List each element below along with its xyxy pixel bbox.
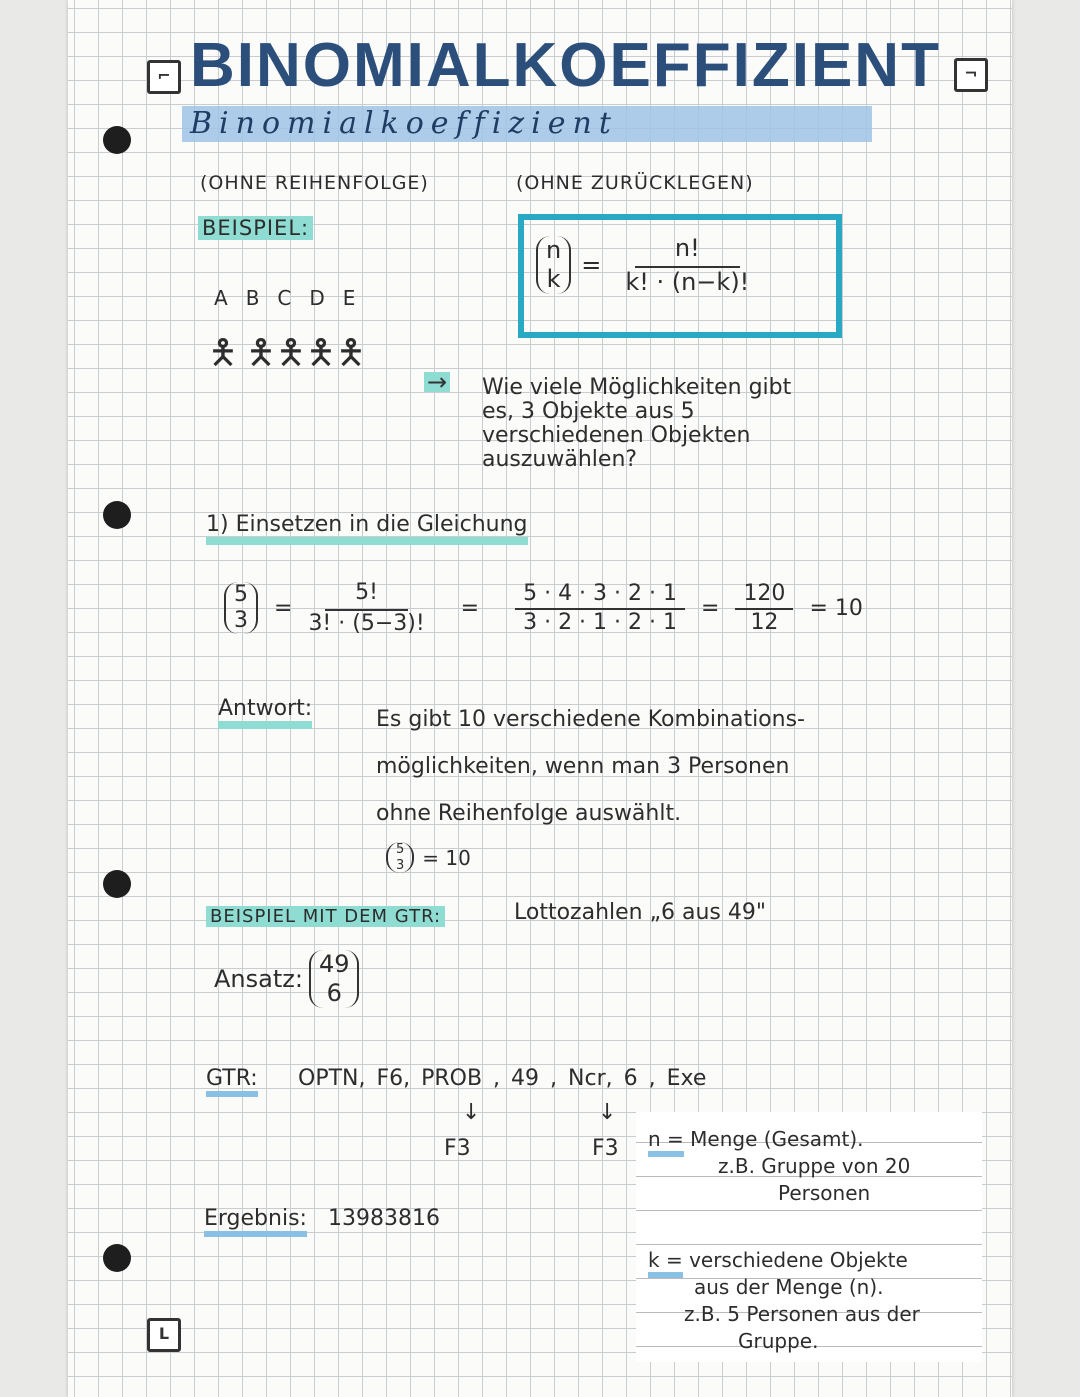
binom-bottom: 3 [396, 857, 405, 873]
question-text [482, 376, 791, 472]
n-label: n = [648, 1127, 684, 1157]
answer-binom [386, 842, 471, 873]
binom-nk [536, 236, 571, 294]
answer-line: möglichkeiten, wenn man 3 Personen [376, 754, 790, 779]
stick-figure-icon: 🯅 [306, 333, 336, 373]
gtr-label: GTR: [206, 1066, 258, 1097]
down-arrow-icon: ↓ [462, 1100, 481, 1125]
corner-mark-icon: L [147, 1318, 181, 1352]
down-arrow-icon: ↓ [598, 1100, 617, 1125]
question-line: es, 3 Objekte aus 5 [482, 399, 695, 424]
question-line: auszuwählen? [482, 447, 638, 472]
calc-den1: 3! · (5−3)! [308, 611, 425, 636]
ansatz-top: 49 [318, 950, 350, 978]
equals: = [460, 595, 480, 621]
k-label: k = [648, 1248, 683, 1278]
calculation [224, 580, 863, 636]
binom-result: = 10 [422, 845, 471, 870]
label-d: D [309, 286, 325, 310]
title-script: Binomialkoeffizient [190, 106, 618, 141]
punch-hole [103, 1244, 131, 1272]
calc-bottom: 3 [234, 608, 248, 633]
ansatz [214, 950, 359, 1008]
page-title: BINOMIALKOEFFIZIENT [190, 31, 941, 100]
stick-figure-icon: 🯅 [208, 333, 238, 373]
answer-line: Es gibt 10 verschiedene Kombinations- [376, 707, 805, 732]
punch-hole [103, 870, 131, 898]
stick-figure-icon: 🯅 [276, 333, 306, 373]
label-b: B [245, 286, 260, 310]
answer-line: ohne Reihenfolge auswählt. [376, 801, 682, 826]
result-value: 13983816 [328, 1206, 440, 1231]
corner-mark-icon: ⌐ [147, 60, 181, 94]
n-text: Menge (Gesamt). [690, 1127, 864, 1151]
answer-label: Antwort: [218, 696, 312, 729]
gtr-sub1: F3 [444, 1136, 471, 1161]
k-example: z.B. 5 Personen aus der [684, 1302, 920, 1326]
punch-hole [103, 126, 131, 154]
ansatz-label: Ansatz: [214, 964, 303, 993]
calc-num2: 5 · 4 · 3 · 2 · 1 [515, 581, 685, 610]
calc-num3: 120 [735, 581, 793, 610]
n-example: Personen [778, 1181, 871, 1205]
calc-den3: 12 [750, 610, 779, 635]
formula-equals: = [581, 251, 602, 279]
gtr-example-label: BEISPIEL MIT DEM GTR: [206, 906, 445, 927]
equals: = [274, 595, 293, 621]
answer-text [376, 696, 805, 837]
calc-result: = 10 [809, 595, 863, 621]
formula-denominator: k! · (n−k)! [625, 268, 750, 296]
arrow-icon: → [424, 372, 450, 392]
formula-box [518, 214, 842, 338]
ansatz-bottom: 6 [326, 978, 342, 1007]
formula-k: k [546, 265, 561, 293]
k-example: Gruppe. [738, 1329, 819, 1353]
condition-order: (OHNE REIHENFOLGE) [200, 172, 429, 194]
n-example: z.B. Gruppe von 20 [718, 1154, 911, 1178]
result-label: Ergebnis: [204, 1206, 307, 1237]
question-line: verschiedenen Objekten [482, 423, 751, 448]
step1-heading: 1) Einsetzen in die Gleichung [206, 512, 528, 545]
sticky-note [636, 1112, 982, 1362]
calc-num1: 5! [325, 580, 408, 611]
k-text: verschiedene Objekte [689, 1248, 908, 1272]
question-line: Wie viele Möglichkeiten gibt [482, 375, 792, 400]
gtr-sub2: F3 [592, 1136, 619, 1161]
binom-top: 5 [396, 842, 405, 857]
k-text2: aus der Menge (n). [694, 1275, 884, 1299]
stick-figures [208, 333, 366, 373]
label-c: C [277, 286, 292, 310]
gtr-sequence: OPTN, F6, PROB , 49 , Ncr, 6 , Exe [298, 1066, 707, 1091]
corner-mark-icon: ¬ [954, 58, 988, 92]
equals: = [701, 595, 720, 621]
example-label: BEISPIEL: [198, 216, 313, 240]
lotto-text: Lottozahlen „6 aus 49" [514, 900, 766, 925]
stick-figure-icon: 🯅 [246, 333, 276, 373]
formula-n: n [546, 236, 562, 265]
calc-top: 5 [234, 581, 248, 607]
label-a: A [214, 286, 228, 310]
calc-den2: 3 · 2 · 1 · 2 · 1 [523, 610, 677, 635]
people-labels [214, 286, 355, 310]
punch-hole [103, 501, 131, 529]
formula-numerator: n! [635, 234, 740, 268]
label-e: E [342, 286, 356, 310]
stick-figure-icon: 🯅 [336, 333, 366, 373]
condition-replacement: (OHNE ZURÜCKLEGEN) [516, 172, 754, 194]
